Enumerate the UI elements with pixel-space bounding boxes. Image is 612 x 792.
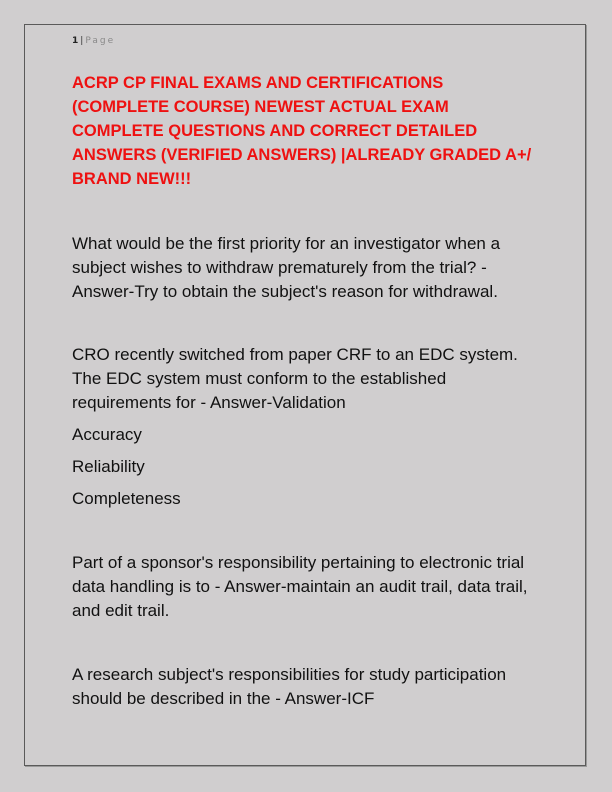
page-number: 1 (72, 36, 79, 46)
question-2: CRO recently switched from paper CRF to an EDC system. The EDC system must conform to the established requirements for - Answer-Validation (72, 345, 518, 412)
question-2-item-accuracy: Accuracy (72, 425, 142, 444)
document-title: ACRP CP FINAL EXAMS AND CERTIFICATIONS (COMPLETE COURSE) NEWEST ACTUAL EXAM COMPLETE QUESTIONS AND CORRECT DETAILED ANSWERS (VERIFIED ANSWERS) |ALREADY GRADED A+/ BRAND NEW!!! (72, 74, 532, 188)
question-3: Part of a sponsor's responsibility pertaining to electronic trial data handling is to - Answer-maintain an audit trail, data trail, and edit trail. (72, 553, 528, 620)
question-2-item-completeness: Completeness (72, 489, 181, 508)
page-header (72, 36, 115, 46)
page-separator: | (80, 36, 84, 46)
question-1: What would be the first priority for an investigator when a subject wishes to withdraw prematurely from the trial? - Answer-Try to obtain the subject's reason for withdrawal. (72, 234, 501, 301)
page-label: Page (85, 36, 116, 46)
question-2-item-reliability: Reliability (72, 457, 145, 476)
question-4: A research subject's responsibilities for study participation should be described in the - Answer-ICF (72, 665, 507, 708)
